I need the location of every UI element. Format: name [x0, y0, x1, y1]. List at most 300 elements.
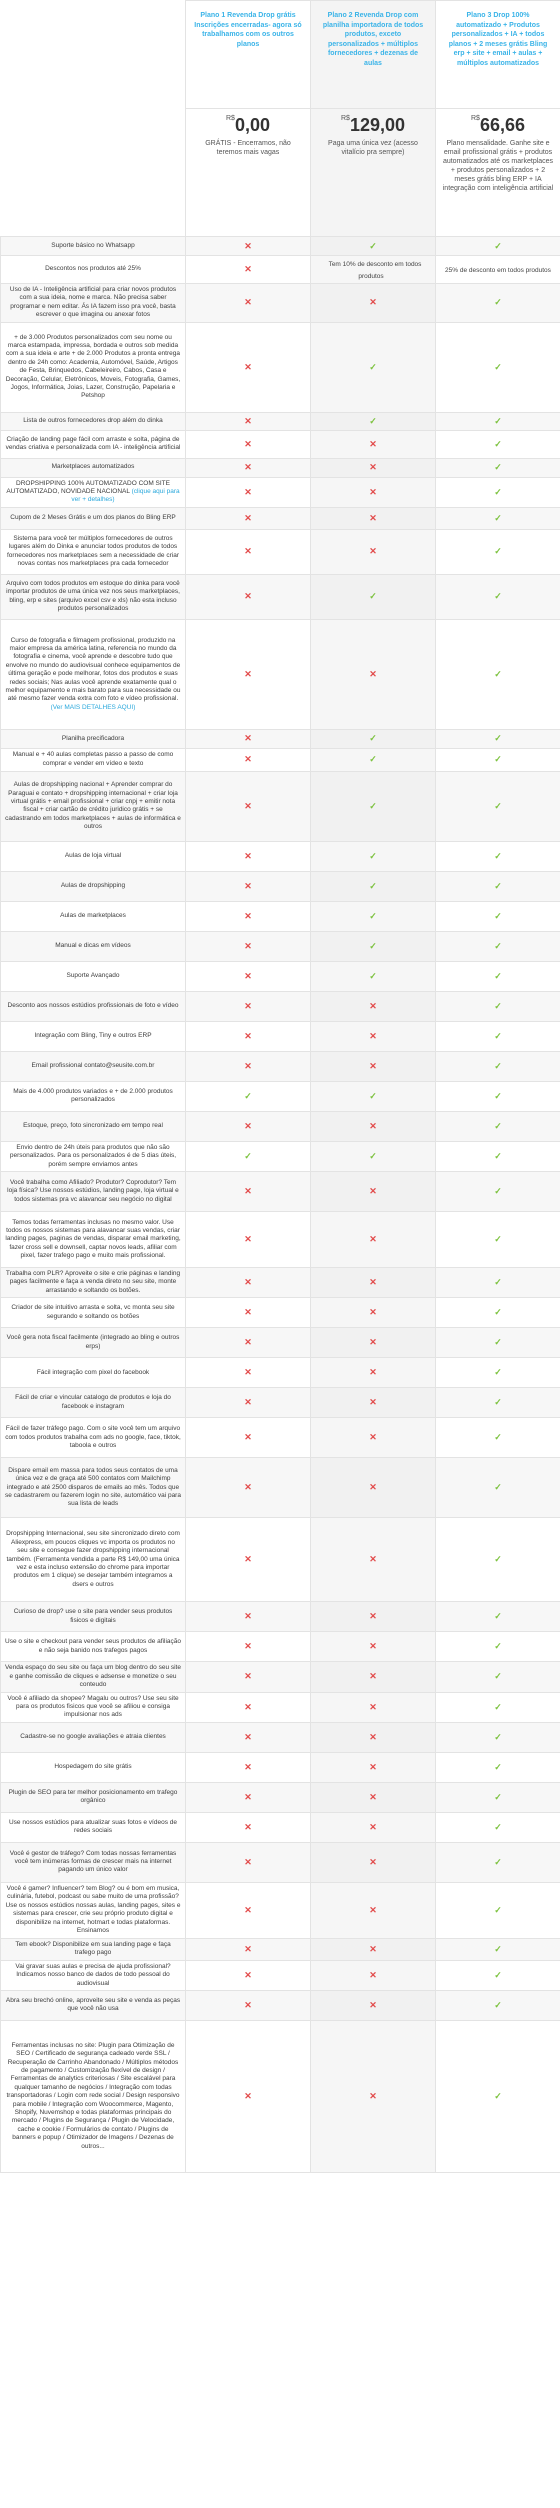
- feature-row: [1, 1812, 560, 1842]
- feature-label: [1, 256, 186, 284]
- plan-2-description: Paga uma única vez (acesso vitalício pra sempre): [328, 140, 418, 156]
- cross-icon: ✕: [369, 1060, 377, 1071]
- cross-icon: ✕: [369, 1367, 377, 1378]
- feature-label: [1, 1051, 186, 1081]
- check-icon: ✓: [369, 1090, 377, 1101]
- feature-label: [1, 1081, 186, 1111]
- cross-icon: ✕: [244, 1397, 252, 1408]
- feature-label: [1, 529, 186, 574]
- cross-icon: ✕: [369, 1791, 377, 1802]
- check-icon: ✓: [494, 361, 502, 372]
- cross-icon: ✕: [369, 1999, 377, 2010]
- cross-icon: ✕: [369, 668, 377, 679]
- feature-label: [1, 1021, 186, 1051]
- feature-row: [1, 507, 560, 529]
- feature-row: [1, 1692, 560, 1722]
- plan-2-cell: [311, 871, 436, 901]
- cross-icon: ✕: [244, 668, 252, 679]
- plan-1-cell: [186, 1782, 311, 1812]
- cross-icon: ✕: [369, 512, 377, 523]
- plan-2-cell: [311, 2020, 436, 2172]
- plan-1-cell: [186, 771, 311, 841]
- cross-icon: ✕: [244, 1337, 252, 1348]
- plan-1-cell: [186, 1111, 311, 1141]
- check-icon: ✓: [494, 1337, 502, 1348]
- cross-icon: ✕: [369, 486, 377, 497]
- check-icon: ✓: [494, 297, 502, 308]
- feature-row: [1, 871, 560, 901]
- cross-icon: ✕: [369, 1397, 377, 1408]
- feature-label-text: Descontos nos produtos até 25%: [45, 265, 141, 273]
- plan-2-cell: [311, 458, 436, 477]
- feature-label-text: DROPSHIPPING 100% AUTOMATIZADO COM SITE AUTOMATIZADO, NOVIDADE NACIONAL: [6, 479, 170, 496]
- feature-label: [1, 1418, 186, 1458]
- cross-icon: ✕: [369, 1671, 377, 1682]
- feature-label: [1, 1212, 186, 1268]
- feature-row: [1, 1051, 560, 1081]
- plan-2-cell: [311, 748, 436, 771]
- plan-1-cell: [186, 1882, 311, 1938]
- cross-icon: ✕: [244, 850, 252, 861]
- feature-row: [1, 1212, 560, 1268]
- plan-1-cell: [186, 729, 311, 748]
- plan-3-cell: [436, 1051, 560, 1081]
- check-icon: ✓: [494, 546, 502, 557]
- cross-icon: ✕: [244, 1432, 252, 1443]
- feature-row: [1, 1458, 560, 1518]
- plan-3-cell: [436, 1842, 560, 1882]
- plan-2-cell: [311, 237, 436, 256]
- feature-label: [1, 412, 186, 430]
- cross-icon: ✕: [369, 1337, 377, 1348]
- cross-icon: ✕: [244, 512, 252, 523]
- plan-1-cell: [186, 1722, 311, 1752]
- check-icon: ✓: [369, 1150, 377, 1161]
- check-icon: ✓: [494, 668, 502, 679]
- check-icon: ✓: [369, 361, 377, 372]
- feature-label-text: Criador de site intuitivo arrasta e solta, vc monta seu site segurando e soltando os botões: [11, 1304, 175, 1320]
- feature-label: [1, 1172, 186, 1212]
- feature-label: [1, 729, 186, 748]
- feature-label-text: Suporte Avançado: [66, 972, 120, 980]
- check-icon: ✓: [244, 1150, 252, 1161]
- plan-2-price: [311, 109, 436, 237]
- plan-3-cell: [436, 1662, 560, 1692]
- feature-label-text: Planilha precificadora: [61, 734, 125, 742]
- check-icon: ✓: [494, 1150, 502, 1161]
- check-icon: ✓: [369, 970, 377, 981]
- plan-3-cell: [436, 841, 560, 871]
- cross-icon: ✕: [369, 1904, 377, 1915]
- feature-label-text: Aulas de dropshipping: [60, 882, 126, 890]
- plan-1-cell: [186, 1632, 311, 1662]
- plan-1-cell: [186, 748, 311, 771]
- feature-label-text: Lista de outros fornecedores drop além do dinka: [23, 416, 163, 424]
- check-icon: ✓: [494, 970, 502, 981]
- plan-3-cell: [436, 1938, 560, 1960]
- plan-1-cell: [186, 529, 311, 574]
- plan-1-cell: [186, 1752, 311, 1782]
- check-icon: ✓: [244, 1090, 252, 1101]
- feature-label: [1, 322, 186, 412]
- cross-icon: ✕: [244, 754, 252, 765]
- plan-1-cell: [186, 1081, 311, 1111]
- plan-3-cell: [436, 1458, 560, 1518]
- plan-3-cell: [436, 1632, 560, 1662]
- plan-1-cell: [186, 1141, 311, 1171]
- feature-label: [1, 507, 186, 529]
- plan-1-cell: [186, 901, 311, 931]
- cross-icon: ✕: [244, 297, 252, 308]
- check-icon: ✓: [494, 1432, 502, 1443]
- plan-2-cell: [311, 1388, 436, 1418]
- cross-icon: ✕: [244, 1000, 252, 1011]
- feature-label: [1, 1938, 186, 1960]
- plan-3-price: [436, 109, 560, 237]
- cross-icon: ✕: [244, 1641, 252, 1652]
- feature-label: [1, 574, 186, 619]
- feature-label-text: Manual e + 40 aulas completas passo a passo de como comprar e vender em vídeo e texto: [12, 751, 174, 767]
- check-icon: ✓: [494, 880, 502, 891]
- check-icon: ✓: [494, 1611, 502, 1622]
- plan-2-cell: [311, 412, 436, 430]
- plan-2-cell: [311, 1212, 436, 1268]
- check-icon: ✓: [369, 850, 377, 861]
- plan-2-cell: [311, 322, 436, 412]
- plan-3-cell: [436, 1602, 560, 1632]
- plan-1-cell: [186, 1212, 311, 1268]
- header-spacer: [1, 1, 186, 109]
- plan-3-cell: [436, 901, 560, 931]
- plan-1-cell: [186, 961, 311, 991]
- feature-label: [1, 1662, 186, 1692]
- plan-1-cell: [186, 1692, 311, 1722]
- plan-3-cell: [436, 961, 560, 991]
- cross-icon: ✕: [244, 1482, 252, 1493]
- plan-2-cell: [311, 1111, 436, 1141]
- check-icon: ✓: [494, 1090, 502, 1101]
- plan-3-cell: [436, 1692, 560, 1722]
- check-icon: ✓: [494, 1554, 502, 1565]
- feature-row: [1, 1662, 560, 1692]
- plan-1-cell: [186, 1388, 311, 1418]
- plan-2-cell: [311, 1842, 436, 1882]
- feature-label: [1, 1111, 186, 1141]
- plan-2-cell: [311, 771, 436, 841]
- cross-icon: ✕: [369, 1761, 377, 1772]
- plan-1-cell: [186, 1021, 311, 1051]
- cross-icon: ✕: [244, 1821, 252, 1832]
- feature-row: [1, 1358, 560, 1388]
- details-link[interactable]: (Ver MAIS DETALHES AQUI): [50, 703, 136, 711]
- feature-label-text: Desconto aos nossos estúdios profissionais de foto e vídeo: [7, 1002, 179, 1010]
- check-icon: ✓: [494, 1277, 502, 1288]
- cross-icon: ✕: [244, 880, 252, 891]
- plan-2-cell: [311, 1358, 436, 1388]
- cross-icon: ✕: [244, 1671, 252, 1682]
- feature-label-text: Manual e dicas em vídeos: [55, 942, 131, 950]
- plan-2-cell: [311, 1172, 436, 1212]
- plan-1-cell: [186, 477, 311, 507]
- feature-row: [1, 1172, 560, 1212]
- cross-icon: ✕: [369, 297, 377, 308]
- feature-label: [1, 2020, 186, 2172]
- feature-label-text: Envio dentro de 24h úteis para produtos que não são personalizados. Para os personalizados é de 5 dias úteis, porém sempre enviamos antes: [9, 1143, 177, 1168]
- plan-3-cell: [436, 1388, 560, 1418]
- cross-icon: ✕: [244, 910, 252, 921]
- feature-label: [1, 1842, 186, 1882]
- feature-label-text: Venda espaço do seu site ou faça um blog dentro do seu site e ganhe comissão de cliques e adsense e monetize o seu conteudo: [5, 1664, 181, 1689]
- check-icon: ✓: [369, 240, 377, 251]
- plan-2-cell: [311, 901, 436, 931]
- feature-label: [1, 991, 186, 1021]
- plan-2-cell: [311, 1141, 436, 1171]
- details-link[interactable]: (clique aqui para ver + detalhes): [71, 488, 180, 504]
- plan-3-cell: [436, 574, 560, 619]
- check-icon: ✓: [494, 1701, 502, 1712]
- feature-rows: [1, 237, 560, 2173]
- feature-label: [1, 1752, 186, 1782]
- plan-2-cell: [311, 931, 436, 961]
- feature-row: [1, 1938, 560, 1960]
- feature-label-text: Mais de 4.000 produtos variados e + de 2.000 produtos personalizados: [13, 1087, 173, 1104]
- plan-3-cell: [436, 771, 560, 841]
- check-icon: ✓: [494, 1999, 502, 2010]
- feature-label-text: Use nossos estúdios para atualizar suas fotos e vídeos de redes sociais: [8, 1818, 177, 1835]
- cross-icon: ✕: [369, 1030, 377, 1041]
- cross-icon: ✕: [244, 1030, 252, 1041]
- plan-3-cell: [436, 1418, 560, 1458]
- cross-icon: ✕: [369, 1641, 377, 1652]
- feature-row: [1, 1388, 560, 1418]
- plan-2-cell: [311, 619, 436, 729]
- feature-label-text: Vai gravar suas aulas e precisa de ajuda profissional? Indicamos nosso banco de dados de todo pessoal do audiovisual: [15, 1962, 171, 1987]
- cross-icon: ✕: [369, 1821, 377, 1832]
- feature-label: [1, 1602, 186, 1632]
- plan-1-cell: [186, 1812, 311, 1842]
- feature-label-text: Você é gestor de tráfego? Com todas nossas ferramentas você tem inúmeras formas de crescer mais na internet pagando um único valor: [9, 1849, 177, 1874]
- plan-3-amount: 66,66: [479, 115, 525, 135]
- feature-label: [1, 1812, 186, 1842]
- feature-label-text: Plugin de SEO para ter melhor posicionamento em trafego orgânico: [8, 1788, 178, 1805]
- check-icon: ✓: [494, 240, 502, 251]
- plan-3-cell: [436, 931, 560, 961]
- plan-2-cell: [311, 991, 436, 1021]
- cross-icon: ✕: [244, 486, 252, 497]
- plan-1-cell: [186, 1518, 311, 1602]
- cross-icon: ✕: [369, 1186, 377, 1197]
- plan-1-cell: [186, 619, 311, 729]
- plan-2-cell: [311, 1938, 436, 1960]
- feature-row: [1, 1752, 560, 1782]
- feature-label-text: Você trabalha como Afiliado? Produtor? Coprodutor? Tem loja física? Use nossos estúdios, landing page, loja virtual e todos sistemas pra vc alavancar seu negócio no digital: [7, 1178, 179, 1203]
- check-icon: ✓: [494, 940, 502, 951]
- cross-icon: ✕: [244, 1307, 252, 1318]
- feature-label: [1, 1268, 186, 1298]
- feature-row: [1, 1632, 560, 1662]
- plan-1-cell: [186, 991, 311, 1021]
- check-icon: ✓: [494, 462, 502, 473]
- check-icon: ✓: [494, 1397, 502, 1408]
- plan-2-cell: [311, 1782, 436, 1812]
- plan-1-cell: [186, 458, 311, 477]
- feature-label-text: Temos todas ferramentas inclusas no mesmo valor. Use todos os nossos sistemas para alavancar suas vendas, criar landing pages, paginas de vendas, disparar email marketing, fazer cross sell e downsell, captar novos leads, afiliar com pixel, fazer trafego pago e muito mais profissional.: [5, 1218, 181, 1260]
- feature-row: [1, 322, 560, 412]
- feature-row: [1, 1081, 560, 1111]
- feature-label: [1, 1358, 186, 1388]
- plan-3-cell: [436, 430, 560, 458]
- cross-icon: ✕: [244, 1120, 252, 1131]
- feature-row: [1, 1990, 560, 2020]
- cross-icon: ✕: [369, 438, 377, 449]
- cross-icon: ✕: [244, 1761, 252, 1772]
- plan-2-cell: [311, 1990, 436, 2020]
- check-icon: ✓: [494, 1904, 502, 1915]
- feature-label: [1, 458, 186, 477]
- cross-icon: ✕: [244, 1943, 252, 1954]
- feature-label: [1, 237, 186, 256]
- feature-label-text: Fácil integração com pixel do facebook: [36, 1368, 150, 1376]
- cross-icon: ✕: [244, 1611, 252, 1622]
- plan-2-cell: [311, 529, 436, 574]
- feature-row: [1, 574, 560, 619]
- plan-3-cell: [436, 1990, 560, 2020]
- feature-label: [1, 1141, 186, 1171]
- check-icon: ✓: [494, 1731, 502, 1742]
- feature-label: [1, 1882, 186, 1938]
- check-icon: ✓: [369, 754, 377, 765]
- cross-icon: ✕: [244, 1554, 252, 1565]
- feature-label-text: Cupom de 2 Meses Grátis e um dos planos do Bling ERP: [10, 514, 176, 522]
- check-icon: ✓: [494, 1060, 502, 1071]
- cross-icon: ✕: [244, 1234, 252, 1245]
- feature-row: [1, 1518, 560, 1602]
- feature-row: [1, 931, 560, 961]
- plan-3-cell: [436, 1960, 560, 1990]
- plan-2-name[interactable]: Plano 2 Revenda Drop com planilha importadora de todos produtos, exceto personalizados + múltiplos fornecedores + dezenas de aulas: [311, 1, 436, 109]
- cross-icon: ✕: [244, 2090, 252, 2101]
- feature-label: [1, 748, 186, 771]
- plan-2-cell: [311, 841, 436, 871]
- plan-2-cell: [311, 284, 436, 323]
- plan-2-cell: [311, 507, 436, 529]
- plan-1-name[interactable]: Plano 1 Revenda Drop grátis Inscrições encerradas- agora só trabalhamos com os outros planos: [186, 1, 311, 109]
- feature-label-text: Dispare email em massa para todos seus contatos de uma única vez e de graça até 500 contatos com Mailchimp integrado e até 2500 disparos de emails ao mês. Todos que se cadastrarem ou fazerem login no site, automático vai para sua lista de leads: [5, 1466, 181, 1508]
- plan-2-amount: 129,00: [349, 115, 405, 135]
- cross-icon: ✕: [244, 1856, 252, 1867]
- check-icon: ✓: [494, 850, 502, 861]
- feature-row: [1, 1602, 560, 1632]
- feature-label-text: Trabalha com PLR? Aproveite o site e crie páginas e landing pages facilmente e faça a venda direto no seu site, monte arrastando e soltando os botões.: [5, 1270, 181, 1294]
- plan-3-cell: [436, 1358, 560, 1388]
- check-icon: ✓: [369, 591, 377, 602]
- feature-label-text: Marketplaces automatizados: [51, 463, 135, 471]
- plan-2-cell: [311, 1518, 436, 1602]
- plan-2-cell: [311, 477, 436, 507]
- cross-icon: ✕: [369, 2090, 377, 2101]
- check-icon: ✓: [494, 1367, 502, 1378]
- feature-label: [1, 1722, 186, 1752]
- check-icon: ✓: [494, 1482, 502, 1493]
- check-icon: ✓: [494, 591, 502, 602]
- plan-2-cell: [311, 1268, 436, 1298]
- plan-1-cell: [186, 1358, 311, 1388]
- check-icon: ✓: [494, 1307, 502, 1318]
- cross-icon: ✕: [244, 1731, 252, 1742]
- feature-row: [1, 1298, 560, 1328]
- feature-row: [1, 729, 560, 748]
- plan-3-cell: [436, 477, 560, 507]
- plan-3-cell: [436, 1518, 560, 1602]
- plan-3-cell: [436, 529, 560, 574]
- plan-1-cell: [186, 574, 311, 619]
- check-icon: ✓: [494, 486, 502, 497]
- plan-3-cell: [436, 1111, 560, 1141]
- cross-icon: ✕: [244, 1969, 252, 1980]
- cross-icon: ✕: [369, 1432, 377, 1443]
- plan-1-cell: [186, 284, 311, 323]
- check-icon: ✓: [494, 1000, 502, 1011]
- feature-label-text: Dropshipping Internacional, seu site sincronizado direto com Aliexpress, em poucos cliques vc importa os produtos no seu site e consegue fazer dropshipping internacional também. (Ferramenta vendida a parte R$ 149,00 uma única vez e esta incluso extensão do chrome para importar produtos em 1 clique) se desejar também integramos a dsers e outros: [6, 1530, 180, 1588]
- plan-3-cell: [436, 507, 560, 529]
- plan-3-cell: [436, 619, 560, 729]
- plan-3-cell: [436, 458, 560, 477]
- cross-icon: ✕: [244, 591, 252, 602]
- check-icon: ✓: [494, 415, 502, 426]
- feature-label: [1, 771, 186, 841]
- feature-row: [1, 1111, 560, 1141]
- plan-2-cell: [311, 1812, 436, 1842]
- check-icon: ✓: [494, 438, 502, 449]
- feature-row: [1, 619, 560, 729]
- cross-icon: ✕: [369, 1234, 377, 1245]
- feature-row: [1, 1021, 560, 1051]
- plan-3-cell: [436, 1298, 560, 1328]
- plan-3-cell: [436, 991, 560, 1021]
- plan-3-cell: [436, 871, 560, 901]
- cross-icon: ✕: [244, 1791, 252, 1802]
- cross-icon: ✕: [369, 1120, 377, 1131]
- check-icon: ✓: [494, 1761, 502, 1772]
- feature-label-text: Estoque, preço, foto sincronizado em tempo real: [23, 1122, 163, 1130]
- cross-icon: ✕: [244, 1277, 252, 1288]
- plan-1-description: GRÁTIS - Encerramos, não teremos mais vagas: [205, 140, 291, 156]
- plan-1-cell: [186, 1458, 311, 1518]
- cross-icon: ✕: [369, 546, 377, 557]
- plan-3-cell: [436, 1782, 560, 1812]
- feature-label-text: Email profissional contato@seusite.com.br: [31, 1062, 155, 1070]
- feature-row: [1, 256, 560, 284]
- plan-3-name[interactable]: Plano 3 Drop 100% automatizado + Produtos personalizados + IA + todos planos + 2 meses grátis Bling erp + site + email + aulas + múltiplos automatizados: [436, 1, 560, 109]
- cross-icon: ✕: [244, 462, 252, 473]
- feature-label: [1, 1960, 186, 1990]
- cross-icon: ✕: [369, 1701, 377, 1712]
- feature-label-text: Você gera nota fiscal facilmente (integrado ao bling e outros erps): [6, 1334, 180, 1350]
- plan-3-cell: [436, 1081, 560, 1111]
- cross-icon: ✕: [244, 1701, 252, 1712]
- feature-row: [1, 1782, 560, 1812]
- cross-icon: ✕: [369, 462, 377, 473]
- plan-2-cell: [311, 1752, 436, 1782]
- check-icon: ✓: [494, 1030, 502, 1041]
- cross-icon: ✕: [369, 1482, 377, 1493]
- plan-3-cell: [436, 1752, 560, 1782]
- plan-3-cell: [436, 1141, 560, 1171]
- plan-2-currency: R$: [340, 115, 350, 122]
- plan-3-cell: [436, 1882, 560, 1938]
- cross-icon: ✕: [244, 438, 252, 449]
- feature-label: [1, 1458, 186, 1518]
